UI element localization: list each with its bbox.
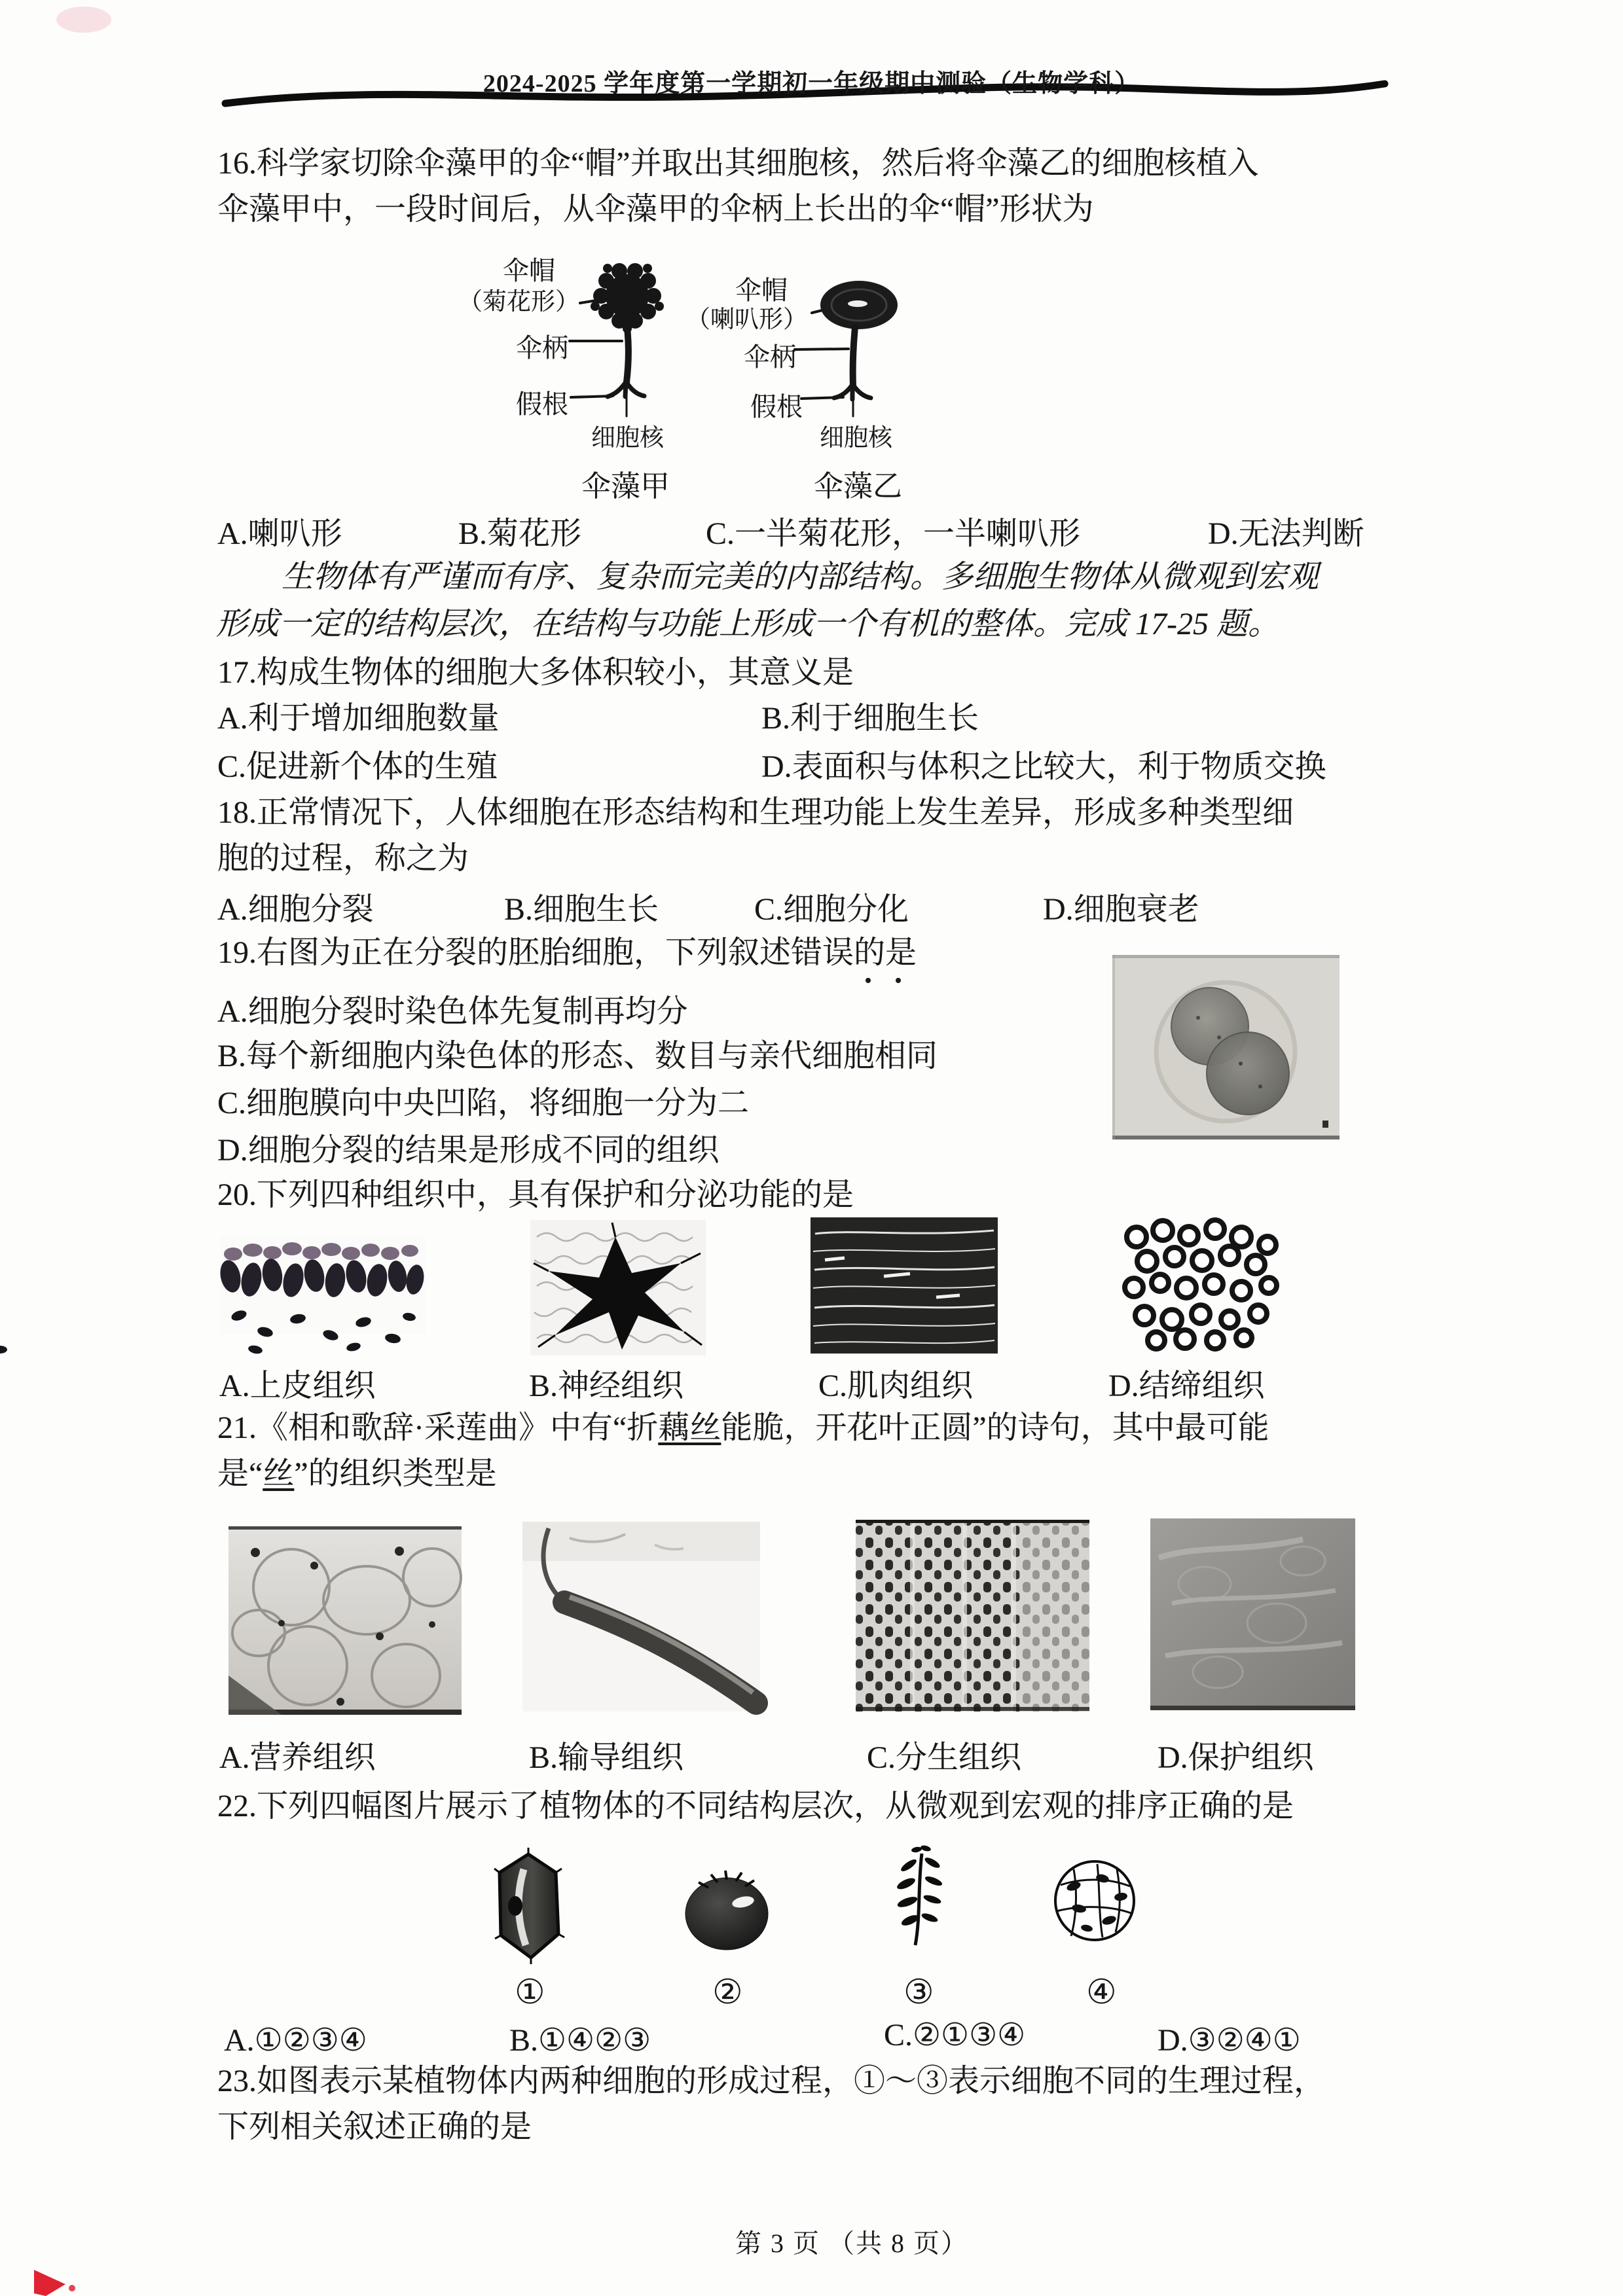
figure-label-nucleus-right: 细胞核 <box>820 425 892 452</box>
q18-stem-line2: 胞的过程，称之为 <box>217 841 469 876</box>
q17-option-b: B.利于细胞生长 <box>761 701 979 736</box>
q21-stem2-post: ”的组织类型是 <box>294 1456 497 1491</box>
q22-option-a: A.①②③④ <box>224 2023 367 2058</box>
connective-tissue-micrograph <box>1122 1219 1289 1352</box>
q18-option-c: C.细胞分化 <box>754 892 909 927</box>
q21-stem1-underlined: 藕丝 <box>658 1410 721 1445</box>
q23-stem-line1: 23.如图表示某植物体内两种细胞的形成过程，①～③表示细胞不同的生理过程， <box>217 2064 1326 2098</box>
figure-label-nucleus-left: 细胞核 <box>591 425 664 452</box>
page-title: 2024-2025 学年度第一学期初一年级期中测验（生物学科） <box>483 70 1140 98</box>
q21-option-c: C.分生组织 <box>867 1740 1022 1775</box>
q20-option-c: C.肌肉组织 <box>818 1369 974 1403</box>
figure-label-cap-shape-left: （菊花形） <box>458 289 579 315</box>
meristem-tissue-micrograph <box>856 1520 1089 1712</box>
q21-stem1-post: 能脆，开花叶正圆”的诗句，其中最可能 <box>721 1410 1269 1445</box>
q18-stem-line1: 18.正常情况下，人体细胞在形态结构和生理功能上发生差异，形成多种类型细 <box>217 795 1294 830</box>
figure-label-stalk-right: 伞柄 <box>744 342 796 372</box>
figure-label-cap-left: 伞帽 <box>503 256 555 285</box>
q21-option-d: D.保护组织 <box>1158 1740 1314 1775</box>
nerve-tissue-micrograph <box>530 1220 706 1355</box>
q16-option-a: A.喇叭形 <box>217 516 342 551</box>
q18-option-b: B.细胞生长 <box>504 892 659 927</box>
q21-stem1-pre: 21.《相和歌辞·采莲曲》中有“折 <box>217 1410 659 1445</box>
q19-stem: 19.右图为正在分裂的胚胎细胞，下列叙述错误的是 <box>217 935 917 970</box>
q22-num-4: ④ <box>1086 1974 1117 2011</box>
plant-cell-icon <box>494 1848 564 1964</box>
emphasis-dots <box>866 978 901 983</box>
q22-option-b: B.①④②③ <box>509 2023 651 2058</box>
q22-stem: 22.下列四幅图片展示了植物体的不同结构层次，从微观到宏观的排序正确的是 <box>217 1789 1294 1823</box>
q17-option-d: D.表面积与体积之比较大，利于物质交换 <box>761 749 1326 784</box>
q16-stem-line1: 16.科学家切除伞藻甲的伞“帽”并取出其细胞核，然后将伞藻乙的细胞核植入 <box>217 146 1259 181</box>
q20-option-a: A.上皮组织 <box>219 1369 376 1403</box>
q22-num-2: ② <box>712 1974 743 2011</box>
muscle-tissue-micrograph <box>811 1217 998 1354</box>
q21-option-b: B.输导组织 <box>529 1740 684 1775</box>
q16-stem-line2: 伞藻甲中，一段时间后，从伞藻甲的伞柄上长出的伞“帽”形状为 <box>217 192 1094 226</box>
figure-name-right: 伞藻乙 <box>814 470 903 503</box>
epithelial-tissue-micrograph <box>0 1236 426 1355</box>
figure-label-rhizoid-left: 假根 <box>516 389 568 419</box>
passage-line2: 形成一定的结构层次，在结构与功能上形成一个有机的整体。完成 17-25 题。 <box>216 607 1279 641</box>
chrysanthemum-cap-algae-icon <box>591 263 664 397</box>
tomato-fruit-icon <box>685 1871 768 1950</box>
figure-label-stalk-left: 伞柄 <box>516 333 568 363</box>
q17-option-c: C.促进新个体的生殖 <box>217 749 498 784</box>
q22-option-c: C.②①③④ <box>884 2018 1026 2053</box>
q21-option-a: A.营养组织 <box>219 1740 376 1775</box>
q17-option-a: A.利于增加细胞数量 <box>217 701 500 736</box>
q21-stem-line1 <box>217 1411 1269 1446</box>
q21-stem-line2 <box>217 1457 497 1492</box>
whole-plant-icon <box>896 1844 943 1945</box>
figure-name-left: 伞藻甲 <box>581 470 670 503</box>
q18-option-d: D.细胞衰老 <box>1043 892 1199 927</box>
q22-num-3: ③ <box>903 1974 934 2011</box>
q16-option-d: D.无法判断 <box>1208 516 1364 551</box>
red-corner-mark <box>34 2270 75 2296</box>
q20-option-b: B.神经组织 <box>529 1369 684 1403</box>
q21-stem2-pre: 是“ <box>217 1456 263 1491</box>
figure-label-cap-right: 伞帽 <box>735 276 788 305</box>
figure-label-cap-shape-right: （喇叭形） <box>686 306 807 333</box>
protective-tissue-micrograph <box>1150 1518 1355 1710</box>
q17-stem: 17.构成生物体的细胞大多体积较小，其意义是 <box>217 655 854 690</box>
q19-option-d: D.细胞分裂的结果是形成不同的组织 <box>217 1133 720 1168</box>
pink-smudge-mark <box>56 7 111 33</box>
acetabularia-figure <box>570 263 898 416</box>
q16-option-c: C.一半菊花形，一半喇叭形 <box>706 516 1081 551</box>
q22-option-d: D.③②④① <box>1158 2023 1301 2058</box>
q19-option-b: B.每个新细胞内染色体的形态、数目与亲代细胞相同 <box>217 1039 938 1073</box>
tissue-circle-icon <box>1055 1861 1134 1940</box>
q21-stem2-underlined: 丝 <box>263 1456 295 1491</box>
q20-option-d: D.结缔组织 <box>1108 1369 1265 1403</box>
nutrient-tissue-micrograph <box>228 1526 462 1715</box>
q19-option-a: A.细胞分裂时染色体先复制再均分 <box>217 994 688 1029</box>
figure-label-rhizoid-right: 假根 <box>750 392 803 422</box>
q19-option-c: C.细胞膜向中央凹陷，将细胞一分为二 <box>217 1086 750 1121</box>
q20-stem: 20.下列四种组织中，具有保护和分泌功能的是 <box>217 1177 854 1212</box>
q16-option-b: B.菊花形 <box>458 516 582 551</box>
q23-stem-line2: 下列相关叙述正确的是 <box>217 2109 532 2144</box>
conducting-tissue-micrograph <box>522 1522 760 1712</box>
passage-line1: 生物体有严谨而有序、复杂而完美的内部结构。多细胞生物体从微观到宏观 <box>282 560 1319 594</box>
q22-num-1: ① <box>515 1974 545 2011</box>
trumpet-cap-algae-icon <box>820 281 898 399</box>
q18-option-a: A.细胞分裂 <box>217 892 374 927</box>
two-cell-embryo-photo <box>1112 955 1340 1139</box>
page-footer: 第 3 页 （共 8 页） <box>735 2229 968 2258</box>
